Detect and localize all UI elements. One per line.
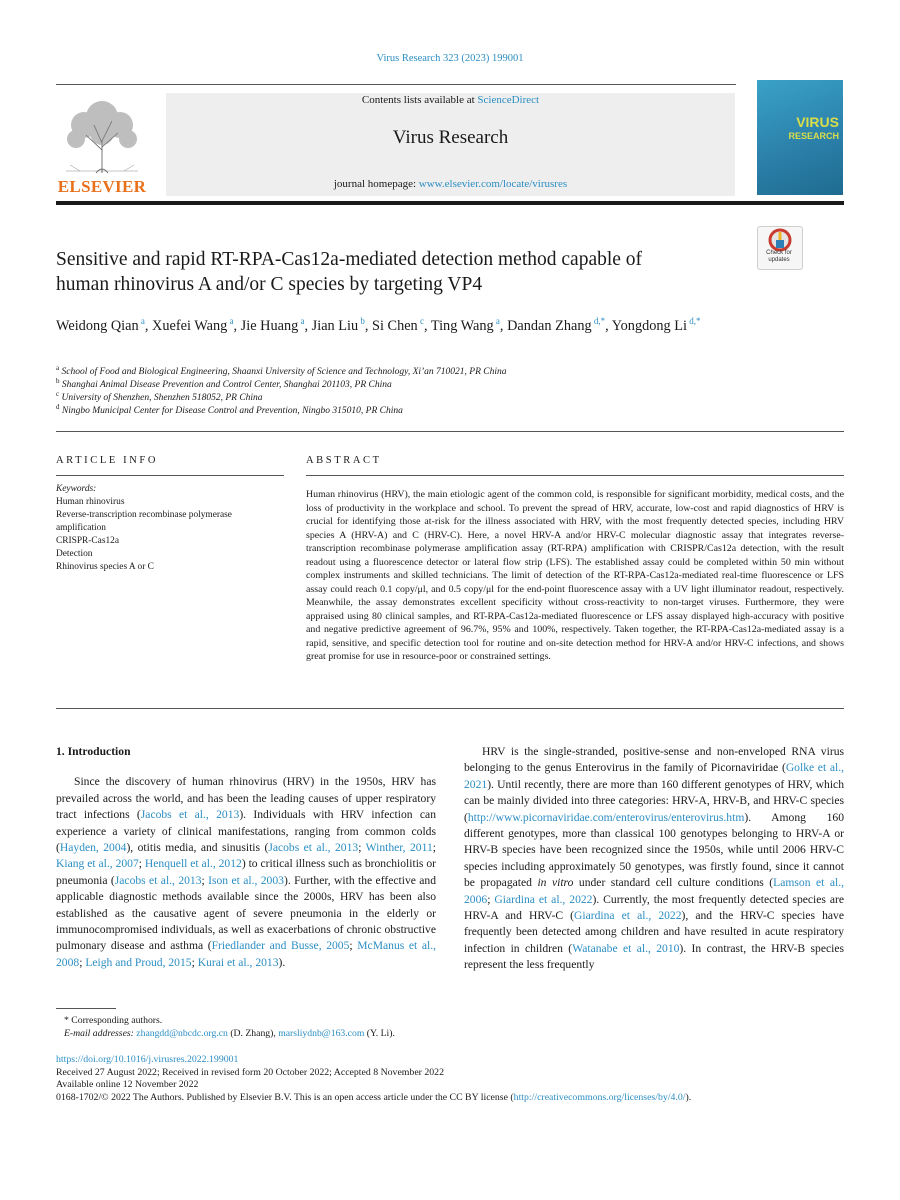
citation-link[interactable]: http://www.picornaviridae.com/enterovirus/enterovirus.htm	[467, 810, 745, 824]
homepage-link[interactable]: www.elsevier.com/locate/virusres	[418, 178, 568, 190]
abstract-heading: ABSTRACT	[306, 455, 382, 466]
keyword: Rhinovirus species A or C	[56, 562, 154, 572]
journal-citation[interactable]: Virus Research 323 (2023) 199001	[376, 53, 524, 64]
affiliation-divider	[56, 431, 844, 432]
citation-link[interactable]: Watanabe et al., 2010	[572, 941, 680, 955]
received-dates: Received 27 August 2022; Received in revised form 20 October 2022; Accepted 8 November 2022	[56, 1066, 444, 1078]
journal-name: Virus Research	[392, 127, 509, 148]
cover-title: VIRUS RESEARCH	[788, 114, 839, 141]
keyword: Detection	[56, 549, 93, 559]
available-online: Available online 12 November 2022	[56, 1079, 199, 1091]
header-rule	[56, 84, 736, 85]
journal-cover-thumbnail[interactable]	[757, 80, 843, 195]
footnotes: * Corresponding authors. E-mail addresses: zhangdd@nbcdc.org.cn (D. Zhang), marsliydnb@163.com (Y. Li).	[64, 1015, 395, 1039]
article-info-heading: ARTICLE INFO	[56, 455, 159, 466]
author-affiliation-mark[interactable]: a	[298, 316, 305, 327]
section-heading-introduction: 1. Introduction	[56, 745, 131, 758]
license-line: 0168-1702/© 2022 The Authors. Published by Elsevier B.V. This is an open access article under the CC BY license (http://creativecommons.org/licenses/by/4.0/).	[56, 1091, 692, 1103]
footnote-rule	[56, 1008, 116, 1009]
citation-link[interactable]: Winther, 2011	[365, 841, 433, 855]
article-info-rule	[56, 475, 284, 476]
body-paragraph: HRV is the single-stranded, positive-sense and non-enveloped RNA virus belonging to the genus Enterovirus in the family of Picornaviridae (Golke et al., 2021). Until recently, there are more than 160 different genotypes of HRV, which can be mainly divided into three categories: HRV-A, HRV-B, and HRV-C species (http://www.picornaviridae.com/enterovirus/enterovirus.htm). Among 160 different genotypes, more than classical 100 genotypes belonging to HRV-A or HRV-B species have been recognized since the 1950s, while until 2006 HRV-C species including approximately 50 genotypes, was firstly found, since it cannot be propagated in vitro under standard cell culture conditions (Lamson et al., 2006; Giardina et al., 2022). Currently, the most frequently detected species are HRV-A and HRV-C (Giardina et al., 2022), and the HRV-C species have frequently been detected among children and have resulted in acute respiratory infection in children (Watanabe et al., 2010). In contrast, the HRV-B species represent the less frequently	[464, 745, 845, 972]
citation-link[interactable]: Friedlander and Busse, 2005	[211, 939, 350, 953]
citation-link[interactable]: Hayden, 2004	[59, 841, 127, 855]
citation-link[interactable]: Ison et al., 2003	[208, 873, 284, 887]
author-list: Weidong Qian $^a$, Xuefei Wang $^a$, Jie Huang $^a$, Jian Liu $^b$, Si Chen $^c$, Ting Wang $^a$, Dandan Zhang $^{d,*}$, Yongdong Li $^{d,*}$	[56, 316, 701, 334]
author-name: Ting Wang	[430, 318, 494, 334]
citation-link[interactable]: Giardina et al., 2022	[494, 892, 593, 906]
header-divider	[56, 201, 844, 205]
citation-link[interactable]: Giardina et al., 2022	[574, 909, 682, 923]
italic-text: in vitro	[537, 876, 574, 890]
affiliation-line: $^b$ Shanghai Animal Disease Prevention and Control Center, Shanghai 201103, PR China	[56, 376, 392, 390]
abstract-bottom-rule	[56, 708, 844, 709]
citation-link[interactable]: Henquell et al., 2012	[144, 857, 242, 871]
author-affiliation-mark[interactable]: d,*	[591, 316, 606, 327]
check-for-updates-button[interactable]	[757, 226, 803, 270]
citation-link[interactable]: Kiang et al., 2007	[56, 857, 139, 871]
license-link[interactable]: http://creativecommons.org/licenses/by/4.0/	[513, 1091, 686, 1103]
citation-link[interactable]: Jacobs et al., 2013	[268, 841, 359, 855]
author-affiliation-mark[interactable]: a	[493, 316, 500, 327]
keyword: Reverse-transcription recombinase polymerase amplification	[56, 510, 232, 533]
author-affiliation-mark[interactable]: c	[417, 316, 424, 327]
affiliation-line: $^a$ School of Food and Biological Engineering, Shaanxi University of Science and Technology, Xi’an 710021, PR China	[56, 363, 507, 377]
check-updates-label: Check for updates	[766, 250, 792, 263]
body-paragraph: Since the discovery of human rhinovirus (HRV) in the 1950s, HRV has prevailed across the world, and has been the leading causes of upper respiratory tract infections (Jacobs et al., 2013). Individuals with HRV infection can experience a variety of clinical manifestations, ranging from common colds (Hayden, 2004), otitis media, and sinusitis (Jacobs et al., 2013; Winther, 2011; Kiang et al., 2007; Henquell et al., 2012) to critical illness such as bronchiolitis or pneumonia (Jacobs et al., 2013; Ison et al., 2003). Further, with the effective and applicable diagnostic methods available since the 2000s, HRV has been also established as the causative agent of severe pneumonia in the elderly or immunocompromised individuals, as well as exacerbations of chronic obstructive pulmonary disease and asthma (Friedlander and Busse, 2005; McManus et al., 2008; Leigh and Proud, 2015; Kurai et al., 2013).	[56, 775, 437, 969]
homepage-line: journal homepage: www.elsevier.com/locate/virusres	[333, 178, 568, 190]
author-name: Yongdong Li	[611, 318, 687, 334]
author-name: Si Chen	[372, 318, 418, 334]
keywords-list	[56, 483, 266, 574]
author-affiliation-mark[interactable]: a	[227, 316, 234, 327]
affiliations	[56, 363, 756, 418]
keyword: CRISPR-Cas12a	[56, 536, 120, 546]
citation-link[interactable]: McManus et al., 2008	[56, 939, 436, 969]
email-label: E-mail addresses:	[64, 1028, 134, 1039]
author-name: Dandan Zhang	[507, 318, 592, 334]
citation-link[interactable]: Leigh and Proud, 2015	[85, 955, 192, 969]
keywords-label: Keywords:	[56, 484, 97, 494]
citation-link[interactable]: Jacobs et al., 2013	[140, 808, 240, 822]
elsevier-wordmark: ELSEVIER	[57, 177, 147, 196]
affiliation-line: $^d$ Ningbo Municipal Center for Disease Control and Prevention, Ningbo 315010, PR China	[56, 402, 403, 416]
citation-link[interactable]: Lamson et al., 2006	[464, 876, 845, 906]
publication-info	[56, 1054, 844, 1104]
doi-link[interactable]: https://doi.org/10.1016/j.virusres.2022.199001	[56, 1054, 239, 1065]
author-affiliation-mark[interactable]: a	[138, 316, 145, 327]
corresponding-note: Corresponding authors.	[71, 1015, 163, 1026]
email-link-zhang[interactable]: zhangdd@nbcdc.org.cn	[136, 1028, 228, 1039]
contents-line: Contents lists available at ScienceDirect	[361, 94, 540, 106]
author-name: Jian Liu	[311, 318, 359, 334]
abstract-rule	[306, 475, 844, 476]
author-affiliation-mark[interactable]: b	[358, 316, 365, 327]
citation-link[interactable]: Jacobs et al., 2013	[114, 873, 202, 887]
author-name: Xuefei Wang	[152, 318, 228, 334]
author-name: Weidong Qian	[56, 318, 139, 334]
article-title: Sensitive and rapid RT-RPA-Cas12a-mediated detection method capable of human rhinovirus A and/or C species by targeting VP4	[56, 249, 643, 295]
author-name: Jie Huang	[240, 318, 299, 334]
affiliation-line: $^c$ University of Shenzhen, Shenzhen 518052, PR China	[56, 389, 263, 403]
keyword: Human rhinovirus	[56, 497, 125, 507]
abstract-text: Human rhinovirus (HRV), the main etiologic agent of the common cold, is responsible for significant morbidity, medical costs, and the loss of productivity in the workplace and school. To prevent the spread of HRV, accurate, low-cost and rapid diagnostics of HRV is crucial for identifying those at-risk for the illness associated with HRV, with the most frequently detected species, including HRV species A (HRV-A) and C (HRV-C). Here, a novel HRV-A and/or HRV-C molecular diagnostic assay that integrates reverse-transcription recombinase polymerase amplification assay (RT-RPA) amplification with CRISPR/Cas12a detection, with the result readout using a fluorescence detector or lateral flow strip (LFS). The established assay could be completed within 50 min without complex instruments and skilled technicians. The limit of detection of the RT-RPA-Cas12a-mediated real-time fluorescence or LFS assay could reach 0.1 copy/μl, and 0.5 copy/μl for the end-point fluorescence assay with a UV light illuminator readout, respectively. Meanwhile, the assay demonstrates excellent specificity without cross-reactivity to non-target viruses. Furthermore, they were appraised using 80 clinical samples, and RT-RPA-Cas12a-mediated fluorescence or LFS assay displayed high-accuracy with positive and negative predictive agreement of 96.7%, 95% and 100%, respectively. Taken together, the RT-RPA-Cas12a-mediated assay is a rapid, sensitive, and specific detection tool for routine and on-site detection method for HRV-A and/or HRV-C infections, and shows great promise for use in resource-poor or constrained settings.	[306, 489, 844, 662]
email-link-li[interactable]: marsliydnb@163.com	[278, 1028, 365, 1039]
author-affiliation-mark[interactable]: d,*	[686, 316, 701, 327]
sciencedirect-link[interactable]: ScienceDirect	[477, 94, 540, 106]
body-column-right	[464, 744, 844, 974]
citation-link[interactable]: Golke et al., 2021	[464, 761, 844, 791]
body-column-left	[56, 744, 436, 971]
citation-link[interactable]: Kurai et al., 2013	[197, 955, 279, 969]
